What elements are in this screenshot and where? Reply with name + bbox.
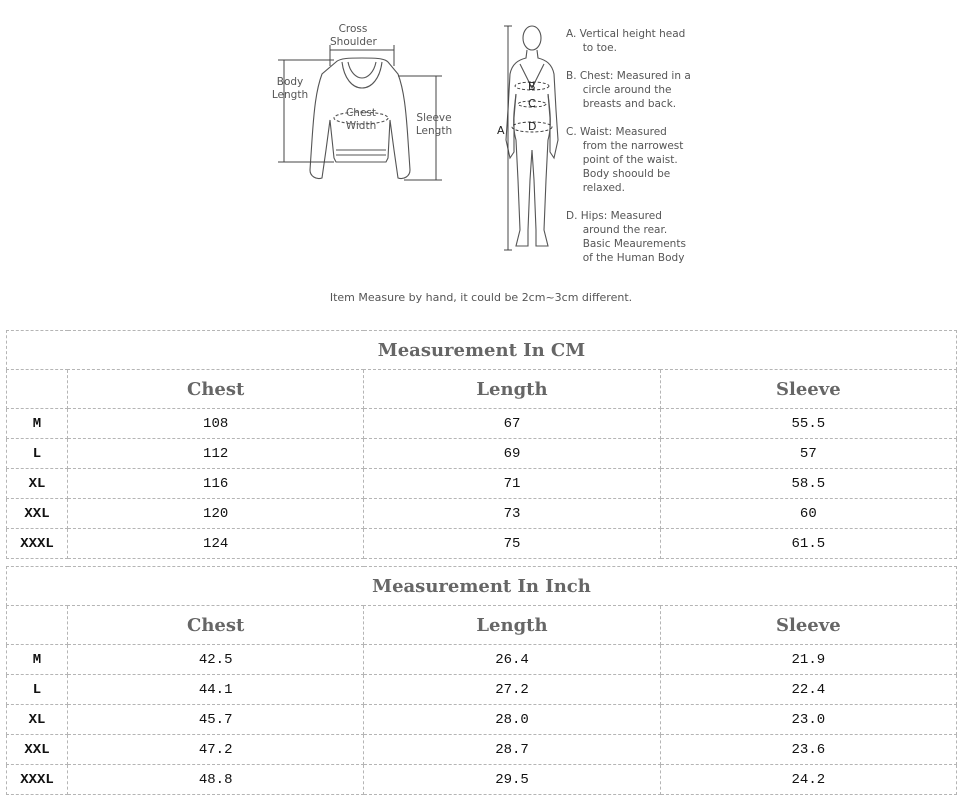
chest-value: 44.1 — [68, 675, 364, 705]
body-length-label: Body Length — [271, 76, 309, 101]
note-a: A. Vertical height head to toe. — [566, 28, 686, 54]
size-label: L — [7, 675, 68, 705]
sleeve-value: 58.5 — [660, 469, 956, 499]
table-row — [7, 705, 957, 735]
cross-shoulder-label: Cross Shoulder — [330, 23, 377, 48]
length-value: 71 — [364, 469, 660, 499]
table-row — [7, 765, 957, 795]
sleeve-value: 60 — [660, 499, 956, 529]
chest-value: 108 — [68, 409, 364, 439]
measurement-diagram — [0, 0, 962, 290]
table-row — [7, 469, 957, 499]
measure-caption: Item Measure by hand, it could be 2cm~3cm different. — [329, 291, 633, 304]
length-value: 73 — [364, 499, 660, 529]
size-label: XL — [7, 469, 68, 499]
column-header-chest: Chest — [68, 606, 364, 645]
note-c: C. Waist: Measured from the narrowest point of the waist. Body shoould be relaxed. — [566, 126, 684, 194]
sleeve-length-label: Sleeve Length — [415, 112, 453, 137]
table-row — [7, 735, 957, 765]
column-header-chest: Chest — [68, 370, 364, 409]
note-b: B. Chest: Measured in a circle around the breasts and back. — [566, 70, 691, 110]
size-label: XXL — [7, 735, 68, 765]
table-row — [7, 645, 957, 675]
sleeve-value: 23.0 — [660, 705, 956, 735]
chest-width-label: Chest Width — [345, 107, 377, 132]
table-header-row — [7, 370, 957, 409]
body-letter-d: D — [528, 120, 537, 133]
size-label: XL — [7, 705, 68, 735]
size-label: XXXL — [7, 765, 68, 795]
table-row — [7, 529, 957, 559]
table-row — [7, 409, 957, 439]
length-value: 28.7 — [364, 735, 660, 765]
sleeve-value: 24.2 — [660, 765, 956, 795]
column-header-length: Length — [364, 370, 660, 409]
human-body-outline-icon — [506, 26, 558, 246]
chest-value: 42.5 — [68, 645, 364, 675]
length-value: 29.5 — [364, 765, 660, 795]
body-letter-b: B — [528, 80, 536, 93]
chest-value: 116 — [68, 469, 364, 499]
size-label: M — [7, 645, 68, 675]
chest-value: 124 — [68, 529, 364, 559]
sleeve-value: 61.5 — [660, 529, 956, 559]
size-label: L — [7, 439, 68, 469]
body-letter-c: C — [528, 97, 536, 110]
length-value: 26.4 — [364, 645, 660, 675]
length-value: 67 — [364, 409, 660, 439]
size-label: M — [7, 409, 68, 439]
chest-value: 112 — [68, 439, 364, 469]
size-table-cm — [6, 330, 957, 559]
column-header-length: Length — [364, 606, 660, 645]
sweater-and-body-illustration — [0, 0, 962, 290]
chest-value: 48.8 — [68, 765, 364, 795]
size-label: XXXL — [7, 529, 68, 559]
sleeve-value: 57 — [660, 439, 956, 469]
column-header — [7, 606, 68, 645]
sleeve-value: 55.5 — [660, 409, 956, 439]
size-label: XXL — [7, 499, 68, 529]
chest-value: 45.7 — [68, 705, 364, 735]
table-title-row — [7, 331, 957, 370]
table-title-row — [7, 567, 957, 606]
length-value: 28.0 — [364, 705, 660, 735]
note-d: D. Hips: Measured around the rear. Basic Meaurements of the Human Body — [566, 210, 686, 264]
sleeve-value: 21.9 — [660, 645, 956, 675]
length-value: 75 — [364, 529, 660, 559]
table-row — [7, 675, 957, 705]
column-header-sleeve: Sleeve — [660, 606, 956, 645]
body-letter-a: A — [497, 124, 505, 137]
table-row — [7, 439, 957, 469]
sleeve-value: 22.4 — [660, 675, 956, 705]
table-title: Measurement In Inch — [7, 567, 957, 606]
table-header-row — [7, 606, 957, 645]
length-value: 27.2 — [364, 675, 660, 705]
column-header-sleeve: Sleeve — [660, 370, 956, 409]
sleeve-value: 23.6 — [660, 735, 956, 765]
table-title: Measurement In CM — [7, 331, 957, 370]
length-value: 69 — [364, 439, 660, 469]
table-row — [7, 499, 957, 529]
column-header — [7, 370, 68, 409]
chest-value: 47.2 — [68, 735, 364, 765]
chest-value: 120 — [68, 499, 364, 529]
size-table-inch — [6, 566, 957, 795]
